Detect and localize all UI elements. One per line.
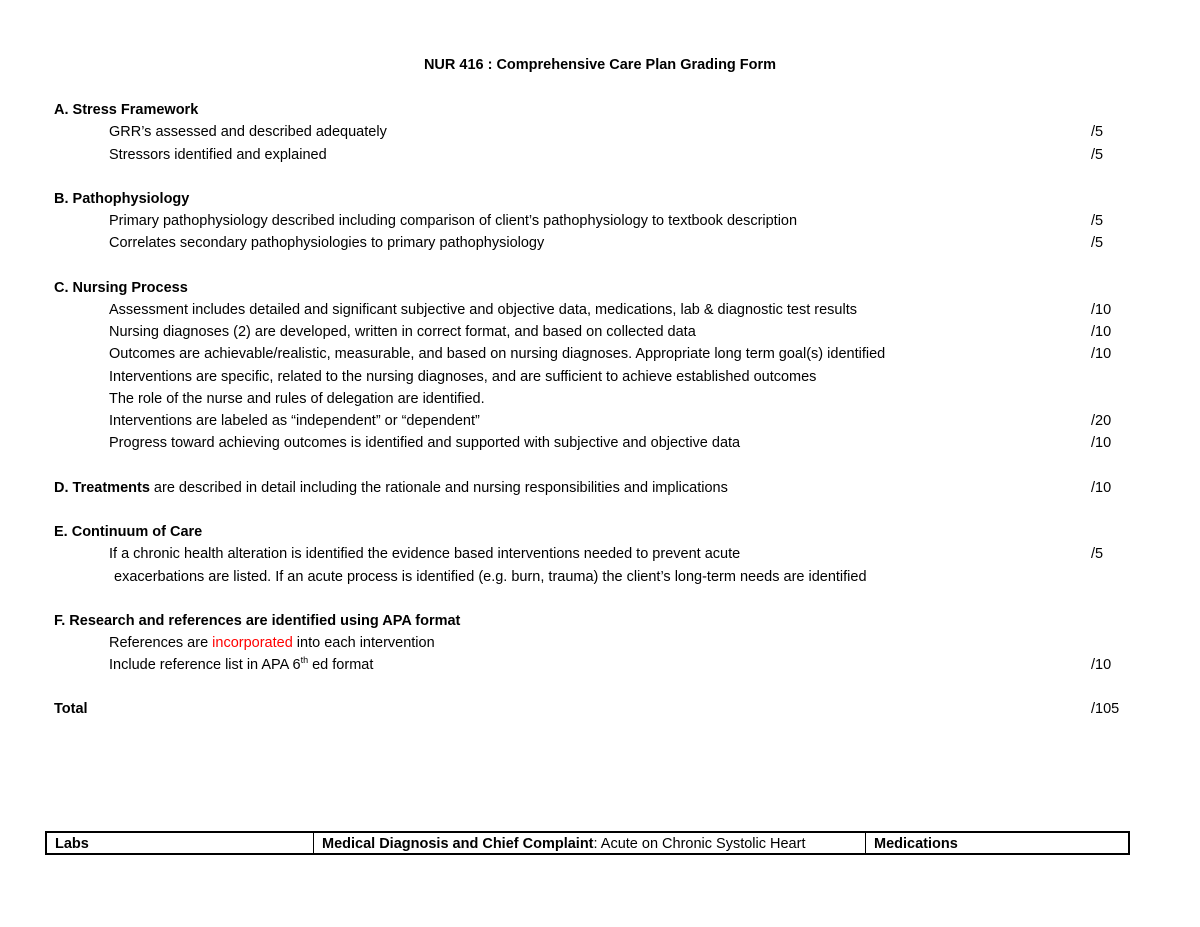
table-cell-medications: Medications xyxy=(874,836,958,852)
diagnosis-label: Medical Diagnosis and Chief Complaint xyxy=(322,836,594,852)
section-c-item-2: Nursing diagnoses (2) are developed, written in correct format, and based on collected data xyxy=(109,324,696,340)
section-c-item-6-points: /20 xyxy=(1091,413,1112,429)
table-cell-labs: Labs xyxy=(47,833,314,853)
section-b-item-2-points: /5 xyxy=(1091,235,1104,251)
section-d-points: /10 xyxy=(1091,480,1112,496)
section-c-item-3-points: /10 xyxy=(1091,346,1112,362)
section-f-list-suffix: ed format xyxy=(308,657,374,673)
page-title: NUR 416 : Comprehensive Care Plan Grading Form xyxy=(423,57,777,73)
section-f-ref-suffix: into each intervention xyxy=(292,635,435,651)
care-plan-table-header xyxy=(45,831,1130,855)
section-e-points: /5 xyxy=(1091,546,1104,562)
section-c-item-4: Interventions are specific, related to the nursing diagnoses, and are sufficient to achieve established outcomes xyxy=(109,369,817,385)
section-d-heading: D. Treatments xyxy=(54,480,150,496)
section-d-text: are described in detail including the rationale and nursing responsibilities and implications xyxy=(149,480,728,496)
section-c-item-1-points: /10 xyxy=(1091,302,1112,318)
section-a-item-1-points: /5 xyxy=(1091,124,1104,140)
section-c-item-2-points: /10 xyxy=(1091,324,1112,340)
section-f-reference-list-line xyxy=(109,656,373,674)
section-d-line xyxy=(54,479,728,497)
section-f-points: /10 xyxy=(1091,657,1112,673)
section-f-list-prefix: Include reference list in APA 6 xyxy=(109,657,301,673)
section-f-references-line xyxy=(109,634,435,652)
section-a-item-2: Stressors identified and explained xyxy=(109,147,327,163)
section-a-heading: A. Stress Framework xyxy=(54,102,199,118)
section-f-ref-prefix: References are xyxy=(109,635,213,651)
section-c-heading: C. Nursing Process xyxy=(54,280,188,296)
section-c-item-7-points: /10 xyxy=(1091,435,1112,451)
table-cell-diagnosis xyxy=(314,833,866,853)
section-f-ref-highlight: incorporated xyxy=(212,635,293,651)
section-c-item-3: Outcomes are achievable/realistic, measurable, and based on nursing diagnoses. Appropriate long term goal(s) identified xyxy=(109,346,886,362)
section-a-item-2-points: /5 xyxy=(1091,147,1104,163)
section-c-item-5: The role of the nurse and rules of delegation are identified. xyxy=(109,391,485,407)
total-label: Total xyxy=(54,701,88,717)
section-f-list-sup: th xyxy=(300,655,309,666)
total-points: /105 xyxy=(1091,701,1120,717)
section-e-heading: E. Continuum of Care xyxy=(54,524,203,540)
section-a-item-1: GRR’s assessed and described adequately xyxy=(109,124,387,140)
section-c-item-6: Interventions are labeled as “independent” or “dependent” xyxy=(109,413,480,429)
section-b-item-2: Correlates secondary pathophysiologies to primary pathophysiology xyxy=(109,235,545,251)
section-c-item-1: Assessment includes detailed and significant subjective and objective data, medications, lab & diagnostic test results xyxy=(109,302,857,318)
section-b-item-1-points: /5 xyxy=(1091,213,1104,229)
section-c-item-7: Progress toward achieving outcomes is identified and supported with subjective and objective data xyxy=(109,435,741,451)
section-e-line-1: If a chronic health alteration is identified the evidence based interventions needed to prevent acute xyxy=(109,546,741,562)
section-b-heading: B. Pathophysiology xyxy=(54,191,190,207)
section-b-item-1: Primary pathophysiology described including comparison of client’s pathophysiology to textbook description xyxy=(109,213,798,229)
diagnosis-value: : Acute on Chronic Systolic Heart xyxy=(593,836,806,852)
section-f-heading: F. Research and references are identified using APA format xyxy=(54,613,461,629)
section-e-line-2: exacerbations are listed. If an acute process is identified (e.g. burn, trauma) the client’s long-term needs are identified xyxy=(114,569,867,585)
